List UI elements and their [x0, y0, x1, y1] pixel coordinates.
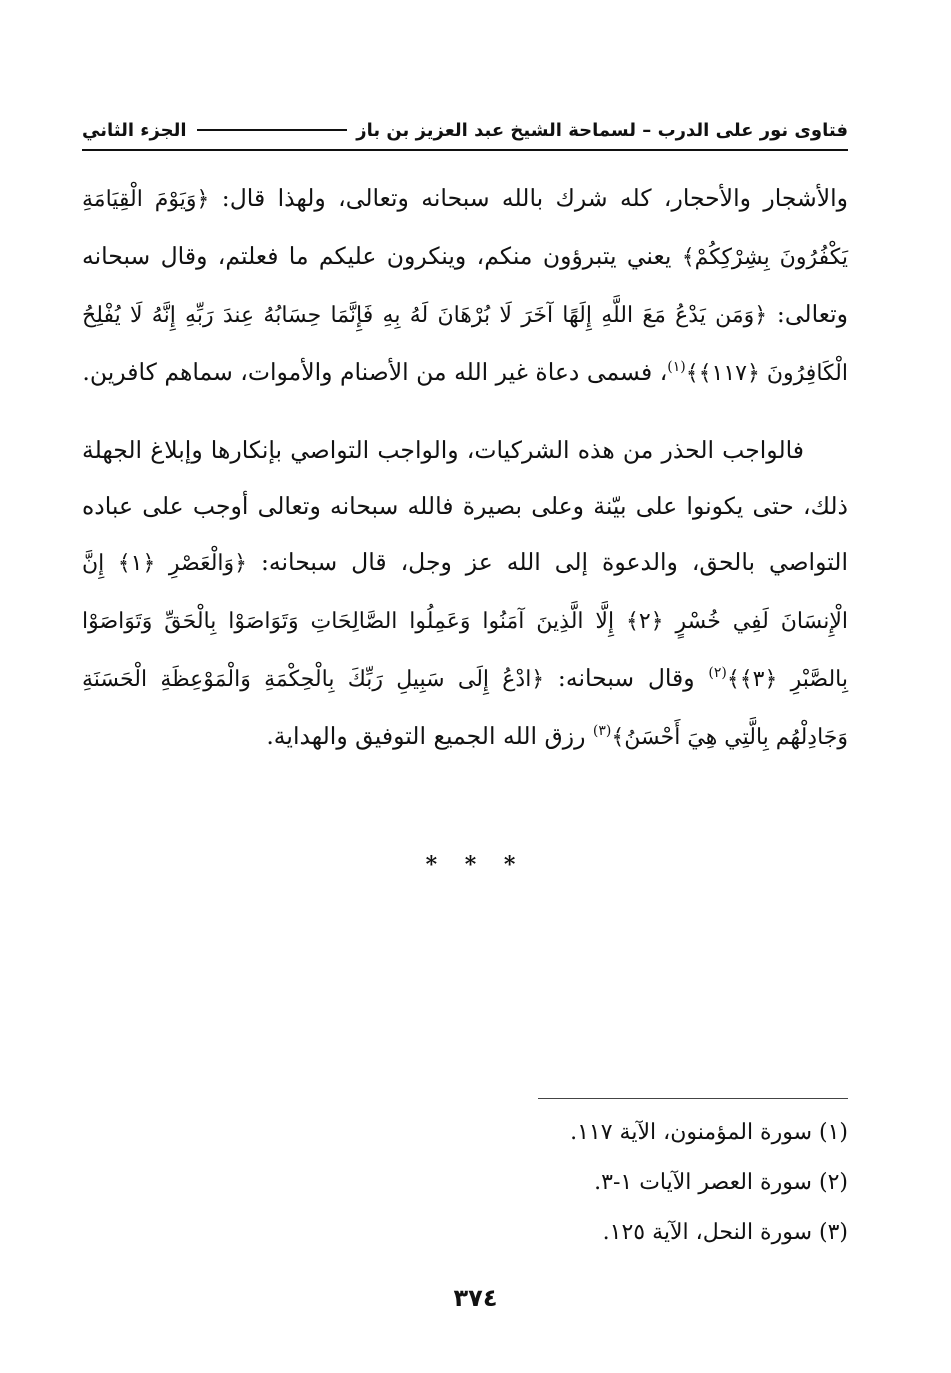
quran-verse: ﴿وَمَن يَدْعُ مَعَ اللَّهِ إِلَهًا آخَرَ لَا بُرْهَانَ لَهُ بِهِ فَإِنَّمَا حِسَابُهُ عِندَ رَبِّهِ إِنَّهُ لَا يُفْلِحُ الْكَافِرُونَ ﴿١١٧﴾﴾	[82, 303, 848, 386]
running-header	[82, 112, 848, 148]
header-author: لسماحة الشيخ عبد العزيز بن باز	[356, 119, 637, 141]
footnote-ref: (٣)	[592, 723, 612, 740]
footnote-ref: (٢)	[708, 665, 727, 682]
text-span: وقال سبحانه:	[544, 664, 709, 692]
paragraph-1	[82, 170, 848, 402]
section-separator: * * *	[425, 852, 526, 878]
header-book-author	[356, 120, 848, 141]
quran-verse: ﴿وَالْعَصْرِ ﴿١﴾ إِنَّ الْإِنسَانَ لَفِي خُسْرٍ ﴿٢﴾ إِلَّا الَّذِينَ آمَنُوا وَعَمِلُوا الصَّالِحَاتِ وَتَوَاصَوْا بِالْحَقِّ وَتَوَاصَوْا بِالصَّبْرِ ﴿٣﴾﴾	[82, 551, 849, 692]
text-span: والأشجار والأحجار، كله شرك بالله سبحانه وتعالى، ولهذا قال:	[209, 184, 848, 212]
footnote-2: (٢) سورة العصر الآيات ١-٣.	[594, 1170, 848, 1195]
footnotes	[82, 1108, 848, 1258]
quran-verse: ﴿وَيَوْمَ الْقِيَامَةِ يَكْفُرُونَ بِشِرْكِكُمْ﴾	[82, 187, 849, 270]
header-part: الجزء الثاني	[82, 119, 187, 141]
page-number: ٣٧٤	[453, 1284, 498, 1312]
footnote-ref: (١)	[667, 359, 686, 376]
footnote-rule	[538, 1098, 848, 1099]
header-part-group	[82, 120, 347, 141]
header-underline	[82, 149, 848, 151]
header-book-title: فتاوى نور على الدرب	[657, 119, 848, 141]
quran-verse: ﴿ادْعُ إِلَى سَبِيلِ رَبِّكَ بِالْحِكْمَةِ وَالْمَوْعِظَةِ الْحَسَنَةِ وَجَادِلْهُم بِالَّتِي هِيَ أَحْسَنُ﴾	[82, 667, 848, 750]
paragraph-2	[82, 422, 848, 766]
text-span: يعني يتبرؤون منكم، وينكرون عليكم ما فعلتم، وقال سبحانه وتعالى:	[82, 242, 848, 328]
text-span: فالواجب الحذر من هذه الشركيات، والواجب التواصي بإنكارها وإبلاغ الجهلة ذلك، حتى يكونوا على بيّنة وعلى بصيرة فالله سبحانه وتعالى أوجب على عباده التواصي بالحق، والدعوة إلى الله عز وجل، قال سبحانه:	[82, 436, 849, 576]
main-text	[82, 170, 848, 766]
footnote-3: (٣) سورة النحل، الآية ١٢٥.	[602, 1220, 848, 1245]
text-span: ، فسمى دعاة غير الله من الأصنام والأموات، سماهم كافرين.	[82, 358, 668, 386]
header-dash: –	[636, 119, 652, 141]
header-rule	[197, 129, 347, 131]
footnote-1: (١) سورة المؤمنون، الآية ١١٧.	[570, 1120, 848, 1145]
text-span: رزق الله الجميع التوفيق والهداية.	[266, 722, 593, 750]
